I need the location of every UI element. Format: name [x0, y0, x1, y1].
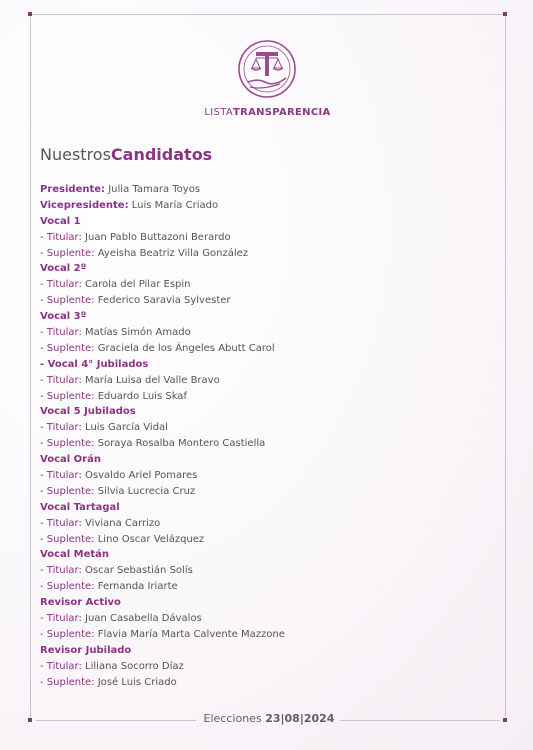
officer-label: Presidente: — [40, 184, 106, 195]
dash: - — [40, 295, 47, 307]
suplente-label: Suplente: — [46, 581, 95, 593]
suplente-label: Suplente: — [46, 295, 95, 307]
group-heading: Vocal 3º — [40, 311, 87, 323]
dash: - — [40, 485, 47, 497]
titular-name: Carola del Pilar Espin — [85, 279, 191, 291]
titular-row — [40, 659, 500, 675]
suplente-name: Ayeisha Beatriz Villa González — [97, 247, 249, 259]
dash: - — [40, 470, 47, 482]
titular-name: Matías Simón Amado — [85, 327, 191, 339]
title-regular: Nuestros — [40, 145, 111, 164]
dash: - — [40, 613, 47, 625]
titular-row — [40, 420, 500, 436]
suplente-row — [40, 579, 500, 595]
titular-label: Titular: — [46, 660, 82, 672]
titular-name: Juan Casabella Dávalos — [85, 613, 202, 625]
suplente-name: Eduardo Luis Skaf — [97, 390, 187, 402]
suplente-row — [40, 293, 500, 309]
dash: - — [40, 374, 47, 386]
footer-date: 23|08|2024 — [265, 712, 335, 725]
footer-rule — [340, 720, 500, 721]
titular-name: Juan Pablo Buttazoni Berardo — [85, 231, 231, 243]
titular-row — [40, 373, 500, 389]
dash: - — [40, 517, 47, 529]
suplente-name: Federico Saravia Sylvester — [97, 295, 231, 307]
dash: - — [40, 565, 47, 577]
suplente-row — [40, 484, 500, 500]
officer-label: Vicepresidente: — [40, 199, 129, 211]
dash: - — [40, 231, 47, 243]
suplente-name: José Luis Criado — [97, 676, 177, 688]
dash: - — [40, 581, 47, 593]
suplente-label: Suplente: — [46, 533, 95, 545]
officer-row — [40, 182, 500, 198]
titular-name: Oscar Sebastián Solís — [85, 565, 193, 577]
logo-text-bold: TRANSPARENCIA — [232, 107, 331, 118]
suplente-row — [40, 246, 500, 262]
suplente-label: Suplente: — [46, 247, 95, 259]
dash: - — [40, 327, 47, 339]
dash: - — [40, 438, 47, 450]
frame-corner-marker — [503, 718, 507, 722]
suplente-name: Soraya Rosalba Montero Castiella — [97, 438, 266, 450]
footer-text: Elecciones — [203, 712, 262, 725]
suplente-label: Suplente: — [46, 485, 95, 497]
titular-name: María Luisa del Valle Bravo — [85, 374, 220, 386]
suplente-name: Graciela de los Ángeles Abutt Carol — [97, 342, 275, 354]
dash: - — [40, 422, 47, 434]
suplente-name: Fernanda Iriarte — [97, 581, 178, 593]
logo-text-regular: LISTA — [204, 107, 233, 118]
suplente-row — [40, 436, 500, 452]
titular-label: Titular: — [46, 565, 82, 577]
titular-label: Titular: — [46, 374, 82, 386]
group-heading: Vocal Orán — [40, 454, 101, 466]
suplente-row — [40, 532, 500, 548]
group-heading: Vocal Metán — [40, 549, 110, 561]
titular-row — [40, 516, 500, 532]
suplente-row — [40, 341, 500, 357]
titular-label: Titular: — [46, 279, 82, 291]
titular-name: Liliana Socorro Díaz — [85, 660, 184, 672]
titular-row — [40, 277, 500, 293]
titular-row — [40, 230, 500, 246]
titular-label: Titular: — [46, 231, 82, 243]
officer-name: Julia Tamara Toyos — [108, 184, 201, 195]
dash: - — [40, 342, 47, 354]
titular-label: Titular: — [46, 422, 82, 434]
frame-corner-marker — [28, 718, 32, 722]
suplente-name: Silvia Lucrecia Cruz — [97, 485, 196, 497]
suplente-label: Suplente: — [46, 390, 95, 402]
dash: - — [40, 390, 47, 402]
suplente-row — [40, 389, 500, 405]
frame-top-border — [30, 14, 506, 15]
dash: - — [40, 533, 47, 545]
footer-election-date — [196, 712, 342, 725]
dash: - — [40, 660, 47, 672]
titular-row — [40, 325, 500, 341]
officer-row — [40, 198, 500, 214]
dash: - — [40, 628, 47, 640]
group-heading: - Vocal 4° Jubilados — [40, 358, 149, 370]
footer-rule — [36, 720, 196, 721]
group-heading: Vocal Tartagal — [40, 501, 120, 513]
titular-row — [40, 563, 500, 579]
suplente-row — [40, 627, 500, 643]
dash: - — [40, 676, 47, 688]
titular-name: Luis García Vidal — [85, 422, 168, 434]
group-heading: Revisor Jubilado — [40, 644, 132, 656]
frame-left-border — [30, 14, 31, 722]
frame-right-border — [505, 14, 506, 720]
candidate-list — [40, 182, 500, 691]
suplente-label: Suplente: — [46, 342, 95, 354]
dash: - — [40, 279, 47, 291]
group-heading: Revisor Activo — [40, 597, 121, 609]
frame-corner-marker — [28, 12, 32, 16]
officer-name: Luis María Criado — [131, 199, 219, 211]
group-heading: Vocal 1 — [40, 215, 81, 227]
suplente-name: Lino Oscar Velázquez — [97, 533, 205, 545]
titular-name: Osvaldo Ariel Pomares — [85, 470, 198, 482]
page-title — [40, 145, 212, 164]
titular-name: Viviana Carrizo — [85, 517, 161, 529]
title-bold: Candidatos — [110, 145, 213, 164]
logo-wordmark — [180, 107, 355, 118]
group-heading: Vocal 5 Jubilados — [40, 406, 136, 418]
titular-row — [40, 468, 500, 484]
suplente-row — [40, 675, 500, 691]
titular-label: Titular: — [46, 327, 82, 339]
titular-label: Titular: — [46, 613, 82, 625]
scales-of-justice-in-hand-icon — [236, 38, 298, 100]
titular-label: Titular: — [46, 517, 82, 529]
suplente-name: Flavia María Marta Calvente Mazzone — [97, 628, 285, 640]
titular-label: Titular: — [46, 470, 82, 482]
group-heading: Vocal 2º — [40, 263, 87, 275]
dash: - — [40, 247, 47, 259]
suplente-label: Suplente: — [46, 438, 95, 450]
frame-corner-marker — [503, 12, 507, 16]
suplente-label: Suplente: — [46, 676, 95, 688]
suplente-label: Suplente: — [46, 628, 95, 640]
titular-row — [40, 611, 500, 627]
